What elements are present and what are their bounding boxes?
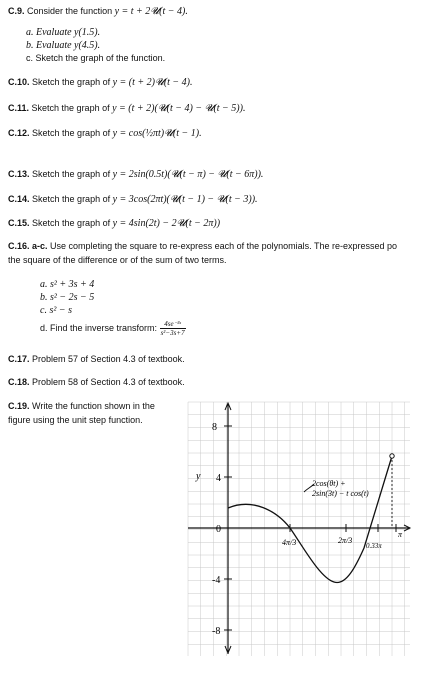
y-tick-label: -4 bbox=[212, 575, 221, 586]
c16-text-continued: the square of the difference or of the sum of two terms. bbox=[8, 255, 227, 265]
equation: y = 3cos(2πt)(𝓤(t − 1) − 𝓤(t − 3)). bbox=[112, 194, 258, 205]
problem-c9 bbox=[8, 6, 188, 17]
y-axis-label: y bbox=[196, 471, 201, 482]
y-tick-label: 4 bbox=[216, 473, 221, 484]
equation: y = 2sin(0.5t)(𝓤(t − π) − 𝓤(t − 6π)). bbox=[112, 169, 264, 180]
problem-text: Problem 58 of Section 4.3 of textbook. bbox=[32, 377, 185, 387]
problem-c17 bbox=[8, 354, 185, 364]
problem-label: C.19. bbox=[8, 401, 30, 411]
problem-c14 bbox=[8, 194, 258, 205]
equation: y = 4sin(2t) − 2𝓤(t − 2π)) bbox=[112, 218, 221, 229]
y-tick-label: 0 bbox=[216, 524, 221, 535]
inverse-transform-fraction bbox=[160, 320, 186, 337]
problem-text: Problem 57 of Section 4.3 of textbook. bbox=[32, 354, 185, 364]
problem-text: Sketch the graph of bbox=[32, 218, 113, 228]
c9-part-b: b. Evaluate y(4.5). bbox=[26, 40, 101, 51]
c9-part-c: c. Sketch the graph of the function. bbox=[26, 53, 166, 63]
problem-label: C.14. bbox=[8, 194, 30, 204]
problem-c16 bbox=[8, 241, 397, 251]
c16-part-d bbox=[40, 320, 186, 337]
equation: y = t + 2𝓤(t − 4). bbox=[114, 6, 188, 17]
annotation-line-2: 2sin(3t) − t cos(t) bbox=[312, 489, 369, 498]
annotation-line-1: 2cos(θt) + bbox=[312, 479, 346, 488]
problem-text: Sketch the graph of bbox=[31, 103, 113, 113]
problem-c12 bbox=[8, 128, 202, 139]
equation: y = cos(½πt)𝓤(t − 1). bbox=[112, 128, 202, 139]
graph-grid bbox=[188, 402, 410, 656]
c9-part-a: a. Evaluate y(1.5). bbox=[26, 27, 101, 38]
problem-text: Sketch the graph of bbox=[32, 194, 113, 204]
equation: y = (t + 2)(𝓤(t − 4) − 𝓤(t − 5)). bbox=[112, 103, 246, 114]
problem-c18 bbox=[8, 377, 185, 387]
y-tick-label: -8 bbox=[212, 626, 221, 637]
function-curve bbox=[228, 456, 392, 583]
problem-c10 bbox=[8, 77, 193, 88]
problem-c15 bbox=[8, 218, 220, 229]
problem-label: C.18. bbox=[8, 377, 30, 387]
c16-part-c: c. s² − s bbox=[40, 305, 72, 316]
fraction-numerator: 4se⁻³ˢ bbox=[160, 320, 186, 329]
problem-label: C.16. a-c. bbox=[8, 241, 48, 251]
c16-part-a: a. s² + 3s + 4 bbox=[40, 279, 95, 290]
problem-c19 bbox=[8, 401, 155, 411]
x-label: π bbox=[398, 530, 403, 539]
problem-text: Sketch the graph of bbox=[32, 77, 113, 87]
problem-text: Sketch the graph of bbox=[32, 169, 113, 179]
x-label: 0.33π bbox=[366, 542, 382, 550]
y-tick-label: 8 bbox=[212, 422, 217, 433]
unit-step-graph bbox=[182, 400, 414, 658]
problem-text: Sketch the graph of bbox=[32, 128, 113, 138]
problem-label: C.12. bbox=[8, 128, 30, 138]
part-d-text: d. Find the inverse transform: bbox=[40, 322, 158, 333]
problem-label: C.11. bbox=[8, 103, 30, 113]
problem-c13 bbox=[8, 169, 263, 180]
problem-label: C.17. bbox=[8, 354, 30, 364]
fraction-denominator: s²−3s+7 bbox=[160, 329, 185, 337]
problem-text: Use completing the square to re-express each of the polynomials. The re-expressed po bbox=[50, 241, 398, 251]
c19-text-continued: figure using the unit step function. bbox=[8, 415, 143, 425]
problem-c11 bbox=[8, 103, 245, 114]
c16-part-b: b. s² − 2s − 5 bbox=[40, 292, 95, 303]
problem-label: C.9. bbox=[8, 6, 25, 16]
open-endpoint bbox=[390, 454, 394, 458]
problem-label: C.13. bbox=[8, 169, 30, 179]
problem-label: C.10. bbox=[8, 77, 30, 87]
problem-text: Consider the function bbox=[27, 6, 115, 16]
problem-text: Write the function shown in the bbox=[32, 401, 155, 411]
x-label: 4π/3 bbox=[282, 538, 297, 547]
problem-label: C.15. bbox=[8, 218, 30, 228]
equation: y = (t + 2)𝓤(t − 4). bbox=[112, 77, 193, 88]
x-label: 2π/3 bbox=[338, 536, 353, 545]
